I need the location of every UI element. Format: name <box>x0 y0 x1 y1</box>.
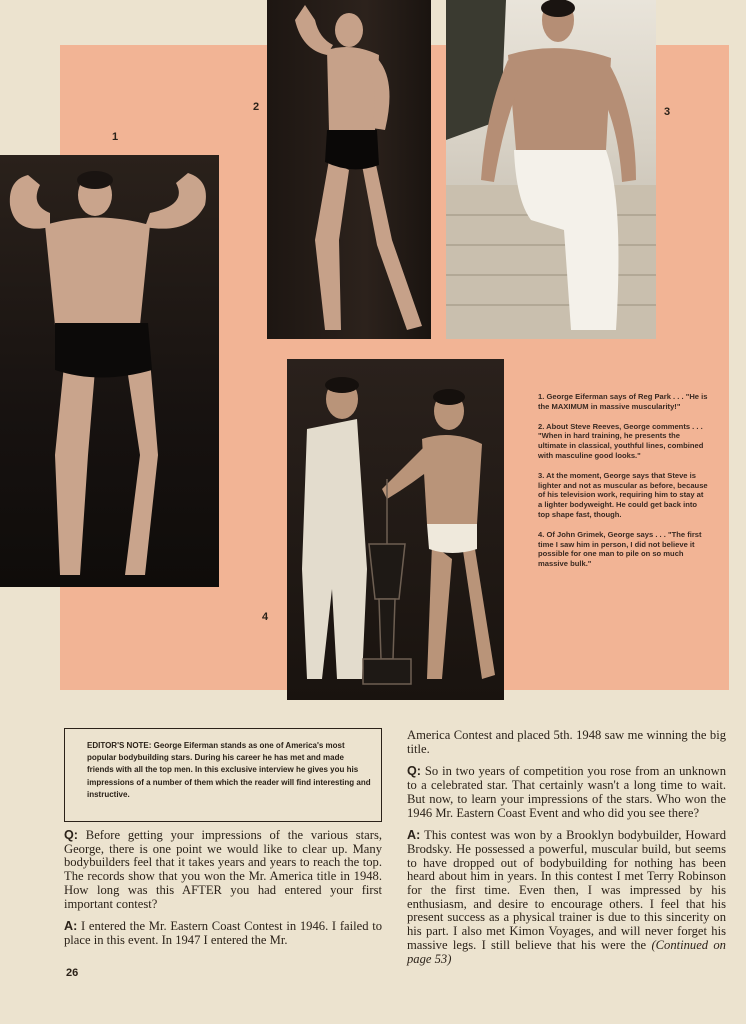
photo-steve-reeves-seated <box>446 0 656 339</box>
figure-number-3: 3 <box>664 106 671 118</box>
right-column <box>407 729 726 975</box>
bodybuilder-double-biceps-icon <box>0 155 219 587</box>
answer-tag: A: <box>407 828 421 843</box>
bodybuilder-side-pose-icon <box>267 0 431 339</box>
paragraph-answer-1 <box>64 920 382 947</box>
question-tag: Q: <box>64 828 78 842</box>
editors-note-text: George Eiferman stands as one of America's most popular bodybuilding stars. During his career he has met and made friends with all the top men. In this exclusive interview he gives you his impressions of a number of them which the reader will find interesting and instructive. <box>87 741 371 799</box>
figure-number-1: 1 <box>112 131 119 143</box>
editors-note-box <box>64 728 382 822</box>
paragraph-text: America Contest and placed 5th. 1948 saw me winning the big title. <box>407 728 726 756</box>
figure-number-2: 2 <box>253 101 260 113</box>
left-column <box>64 829 382 957</box>
photo-reg-park <box>0 155 219 587</box>
paragraph-text: I entered the Mr. Eastern Coast Contest in 1946. I failed to place in this event. In 1947 I entered the Mr. <box>64 919 382 947</box>
paragraph-text: This contest was won by a Brooklyn bodybuilder, Howard Brodsky. He possessed a powerful, muscular build, but seems to have dropped out of bodybuilding for nothing has been heard about him in years. In this contest I met Terry Robinson for the first time. Even then, I was impressed by his enthusiasm, and desire to encourage others. I feel that his present success as a physical trainer is due to this sincerity on his part. I also met Kimon Voyages, and will never forget his massive legs. I still believe that his were the <box>407 828 726 952</box>
caption-3: 3. At the moment, George says that Steve is lighter and not as muscular as before, because of his television work, requiring him to stay at a lighter bodyweight. He could get back into top shape fast, though. <box>538 470 708 519</box>
caption-4: 4. Of John Grimek, George says . . . "The first time I saw him in person, I did not believe it possible for one man to pile on so much massive bulk." <box>538 529 702 569</box>
photo-steve-reeves <box>267 0 431 339</box>
caption-1: 1. George Eiferman says of Reg Park . . . "He is the MAXIMUM in massive muscularity!" <box>538 392 708 411</box>
trophy-handshake-icon <box>287 359 504 700</box>
paragraph-question-1 <box>64 829 382 911</box>
question-tag: Q: <box>407 764 421 779</box>
answer-tag: A: <box>64 919 78 934</box>
seated-bodybuilder-icon <box>446 0 656 339</box>
paragraph-text: So in two years of competition you rose from an unknown to a celebrated star. That certainly wasn't a long time to wait. But now, to learn your impressions of the stars. Who won the 1946 Mr. Eastern Coast Event and who did you see there? <box>407 764 726 820</box>
continued-note: (Continued on page 53) <box>407 937 726 966</box>
caption-2: 2. About Steve Reeves, George comments . . . "When in hard training, he presents the ultimate in classical, youthful lines, combined with masculine good looks." <box>538 421 704 460</box>
figure-number-4: 4 <box>262 611 269 623</box>
editors-note-label: EDITOR'S NOTE: <box>87 741 152 750</box>
photo-john-grimek-trophy <box>287 359 504 700</box>
paragraph-text: Before getting your impressions of the various stars, George, there is one point we would like to clear up. Many bodybuilders feel that it takes years and years to reach the top. The records show that you won the Mr. America title in 1948. How long was this AFTER you had entered your first important contest? <box>64 828 382 911</box>
page-number: 26 <box>66 967 79 979</box>
paragraph-question-2 <box>407 765 726 820</box>
photo-captions <box>538 392 708 579</box>
paragraph-continuation <box>407 729 726 756</box>
paragraph-answer-2 <box>407 829 726 966</box>
